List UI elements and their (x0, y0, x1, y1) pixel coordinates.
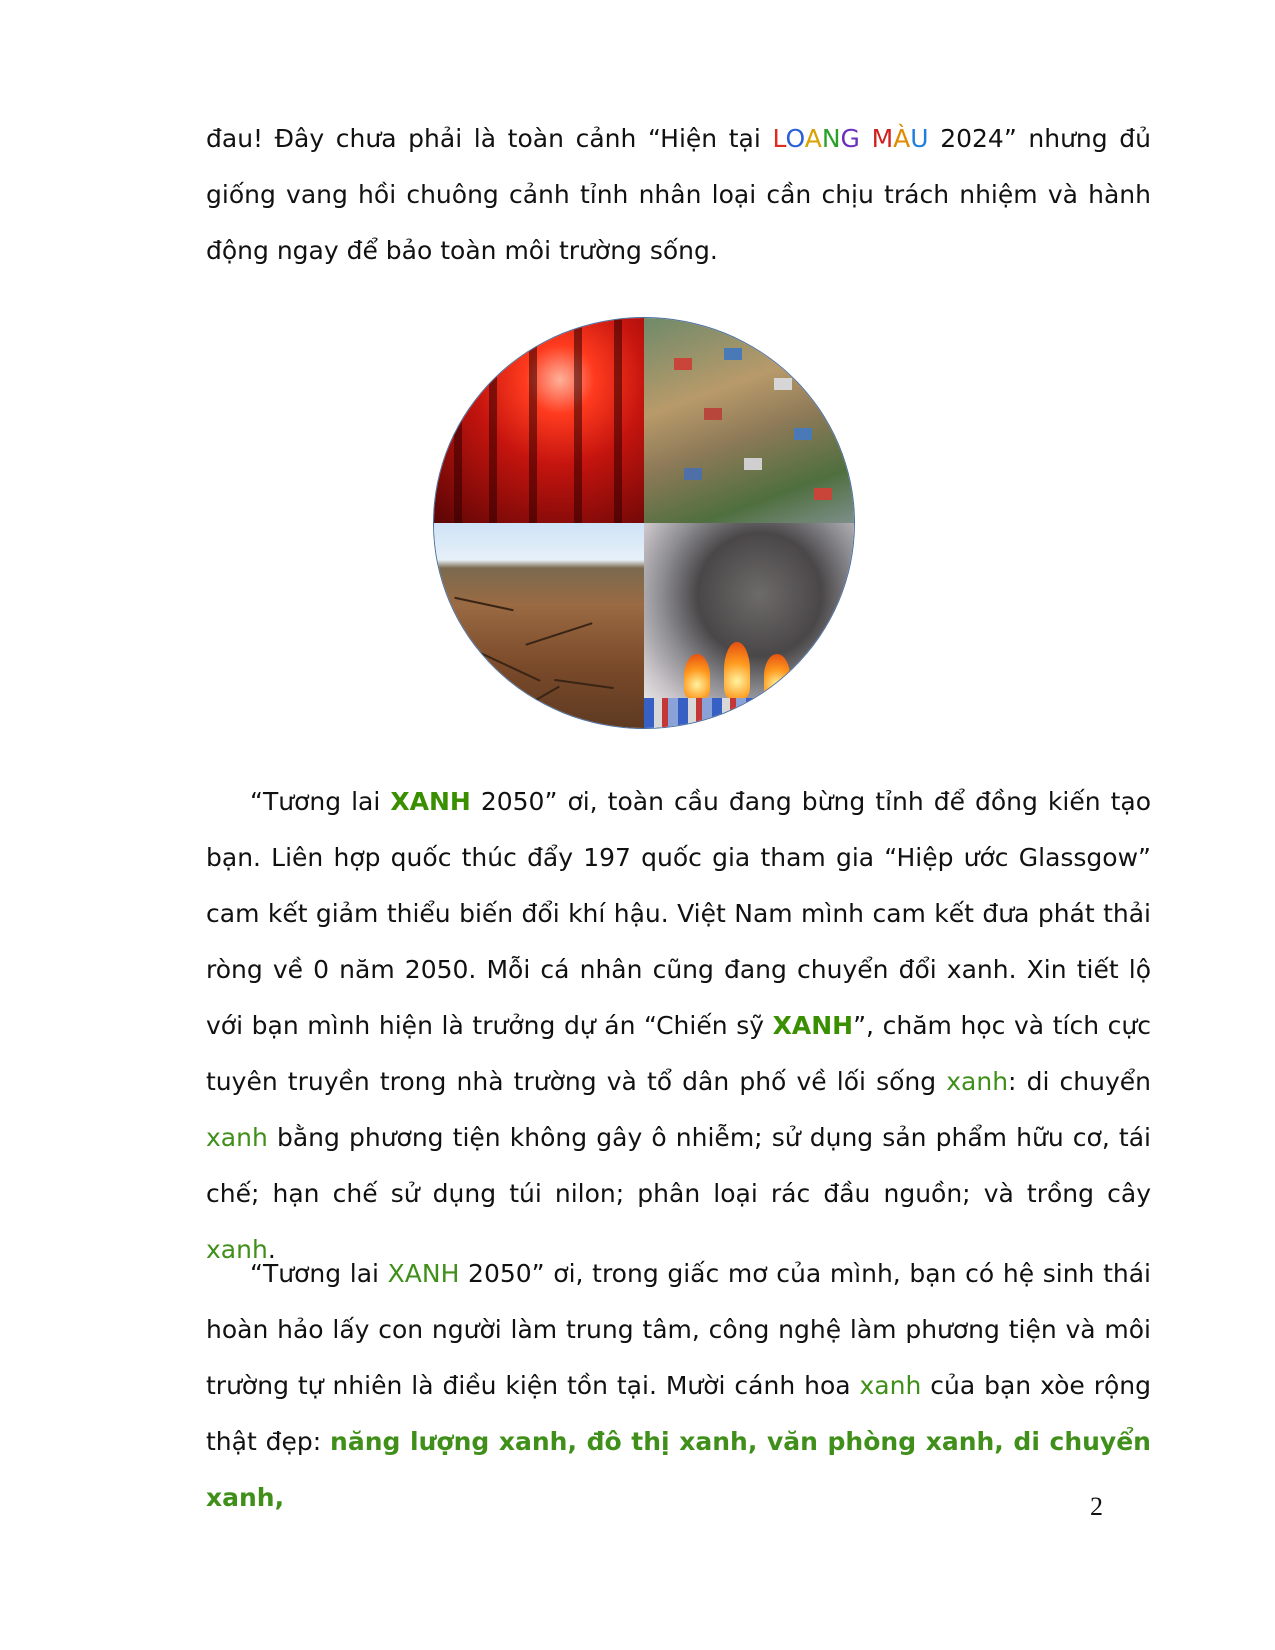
letter: M (871, 124, 894, 153)
xanh-highlight: XANH (387, 1259, 460, 1288)
page-number: 2 (1090, 1492, 1103, 1521)
letter: N (821, 124, 841, 153)
mau-word (872, 124, 929, 153)
paragraph-3 (206, 1246, 1151, 1526)
climate-collage-image (433, 317, 855, 729)
text-run: của bạn xòe rộng thật đẹp: (206, 1371, 1151, 1456)
letter: L (772, 124, 786, 153)
letter: G (840, 124, 860, 153)
burning-waste-photo (644, 523, 854, 728)
text-run: đau! Đây chưa phải là toàn cảnh “Hiện tại (206, 124, 773, 153)
forest-fire-photo (434, 318, 644, 523)
xanh-highlight: xanh (206, 1123, 268, 1152)
text-run: bằng phương tiện không gây ô nhiễm; sử dụng sản phẩm hữu cơ, tái chế; hạn chế sử dụng túi nilon; phân loại rác đầu nguồn; và trồng cây (206, 1123, 1151, 1208)
text-run: “Tương lai (250, 787, 391, 816)
text-run: 2024” nhưng đủ giống vang hồi chuông cảnh tỉnh nhân loại cần chịu trách nhiệm và hành động ngay để bảo toàn môi trường sống. (206, 124, 1151, 265)
text-run: ”, chăm học và tích cực tuyên truyền trong nhà trường và tổ dân phố về lối sống (206, 1011, 1151, 1096)
xanh-highlight: XANH (390, 787, 471, 816)
text-run: “Tương lai (250, 1259, 388, 1288)
text-run: . (267, 1235, 276, 1264)
drought-photo (434, 523, 644, 728)
loang-word (772, 124, 859, 153)
letter: O (785, 124, 805, 153)
paragraph-1 (206, 111, 1151, 279)
xanh-highlight: xanh (859, 1371, 922, 1400)
xanh-highlight: XANH (772, 1011, 854, 1040)
flood-photo (644, 318, 854, 523)
text-run: 2050” ơi, toàn cầu đang bừng tỉnh để đồng kiến tạo bạn. Liên hợp quốc thúc đẩy 197 quốc gia tham gia “Hiệp ước Glassgow” cam kết giảm thiểu biến đổi khí hậu. Việt Nam mình cam kết đưa phát thải ròng về 0 năm 2050. Mỗi cá nhân cũng đang chuyển đổi xanh. Xin tiết lộ với bạn mình hiện là trưởng dự án “Chiến sỹ (206, 787, 1151, 1040)
green-list: năng lượng xanh, đô thị xanh, văn phòng xanh, di chuyển xanh, (206, 1427, 1151, 1512)
letter: À (893, 124, 911, 153)
xanh-highlight: xanh (206, 1235, 268, 1264)
text-run: 2050” ơi, trong giấc mơ của mình, bạn có hệ sinh thái hoàn hảo lấy con người làm trung tâm, công nghệ làm phương tiện và môi trường tự nhiên là điều kiện tồn tại. Mười cánh hoa (206, 1259, 1151, 1400)
letter: A (804, 124, 822, 153)
text-run: : di chuyển (1008, 1067, 1151, 1096)
paragraph-2 (206, 774, 1151, 1278)
xanh-highlight: xanh (946, 1067, 1009, 1096)
letter: U (910, 124, 929, 153)
